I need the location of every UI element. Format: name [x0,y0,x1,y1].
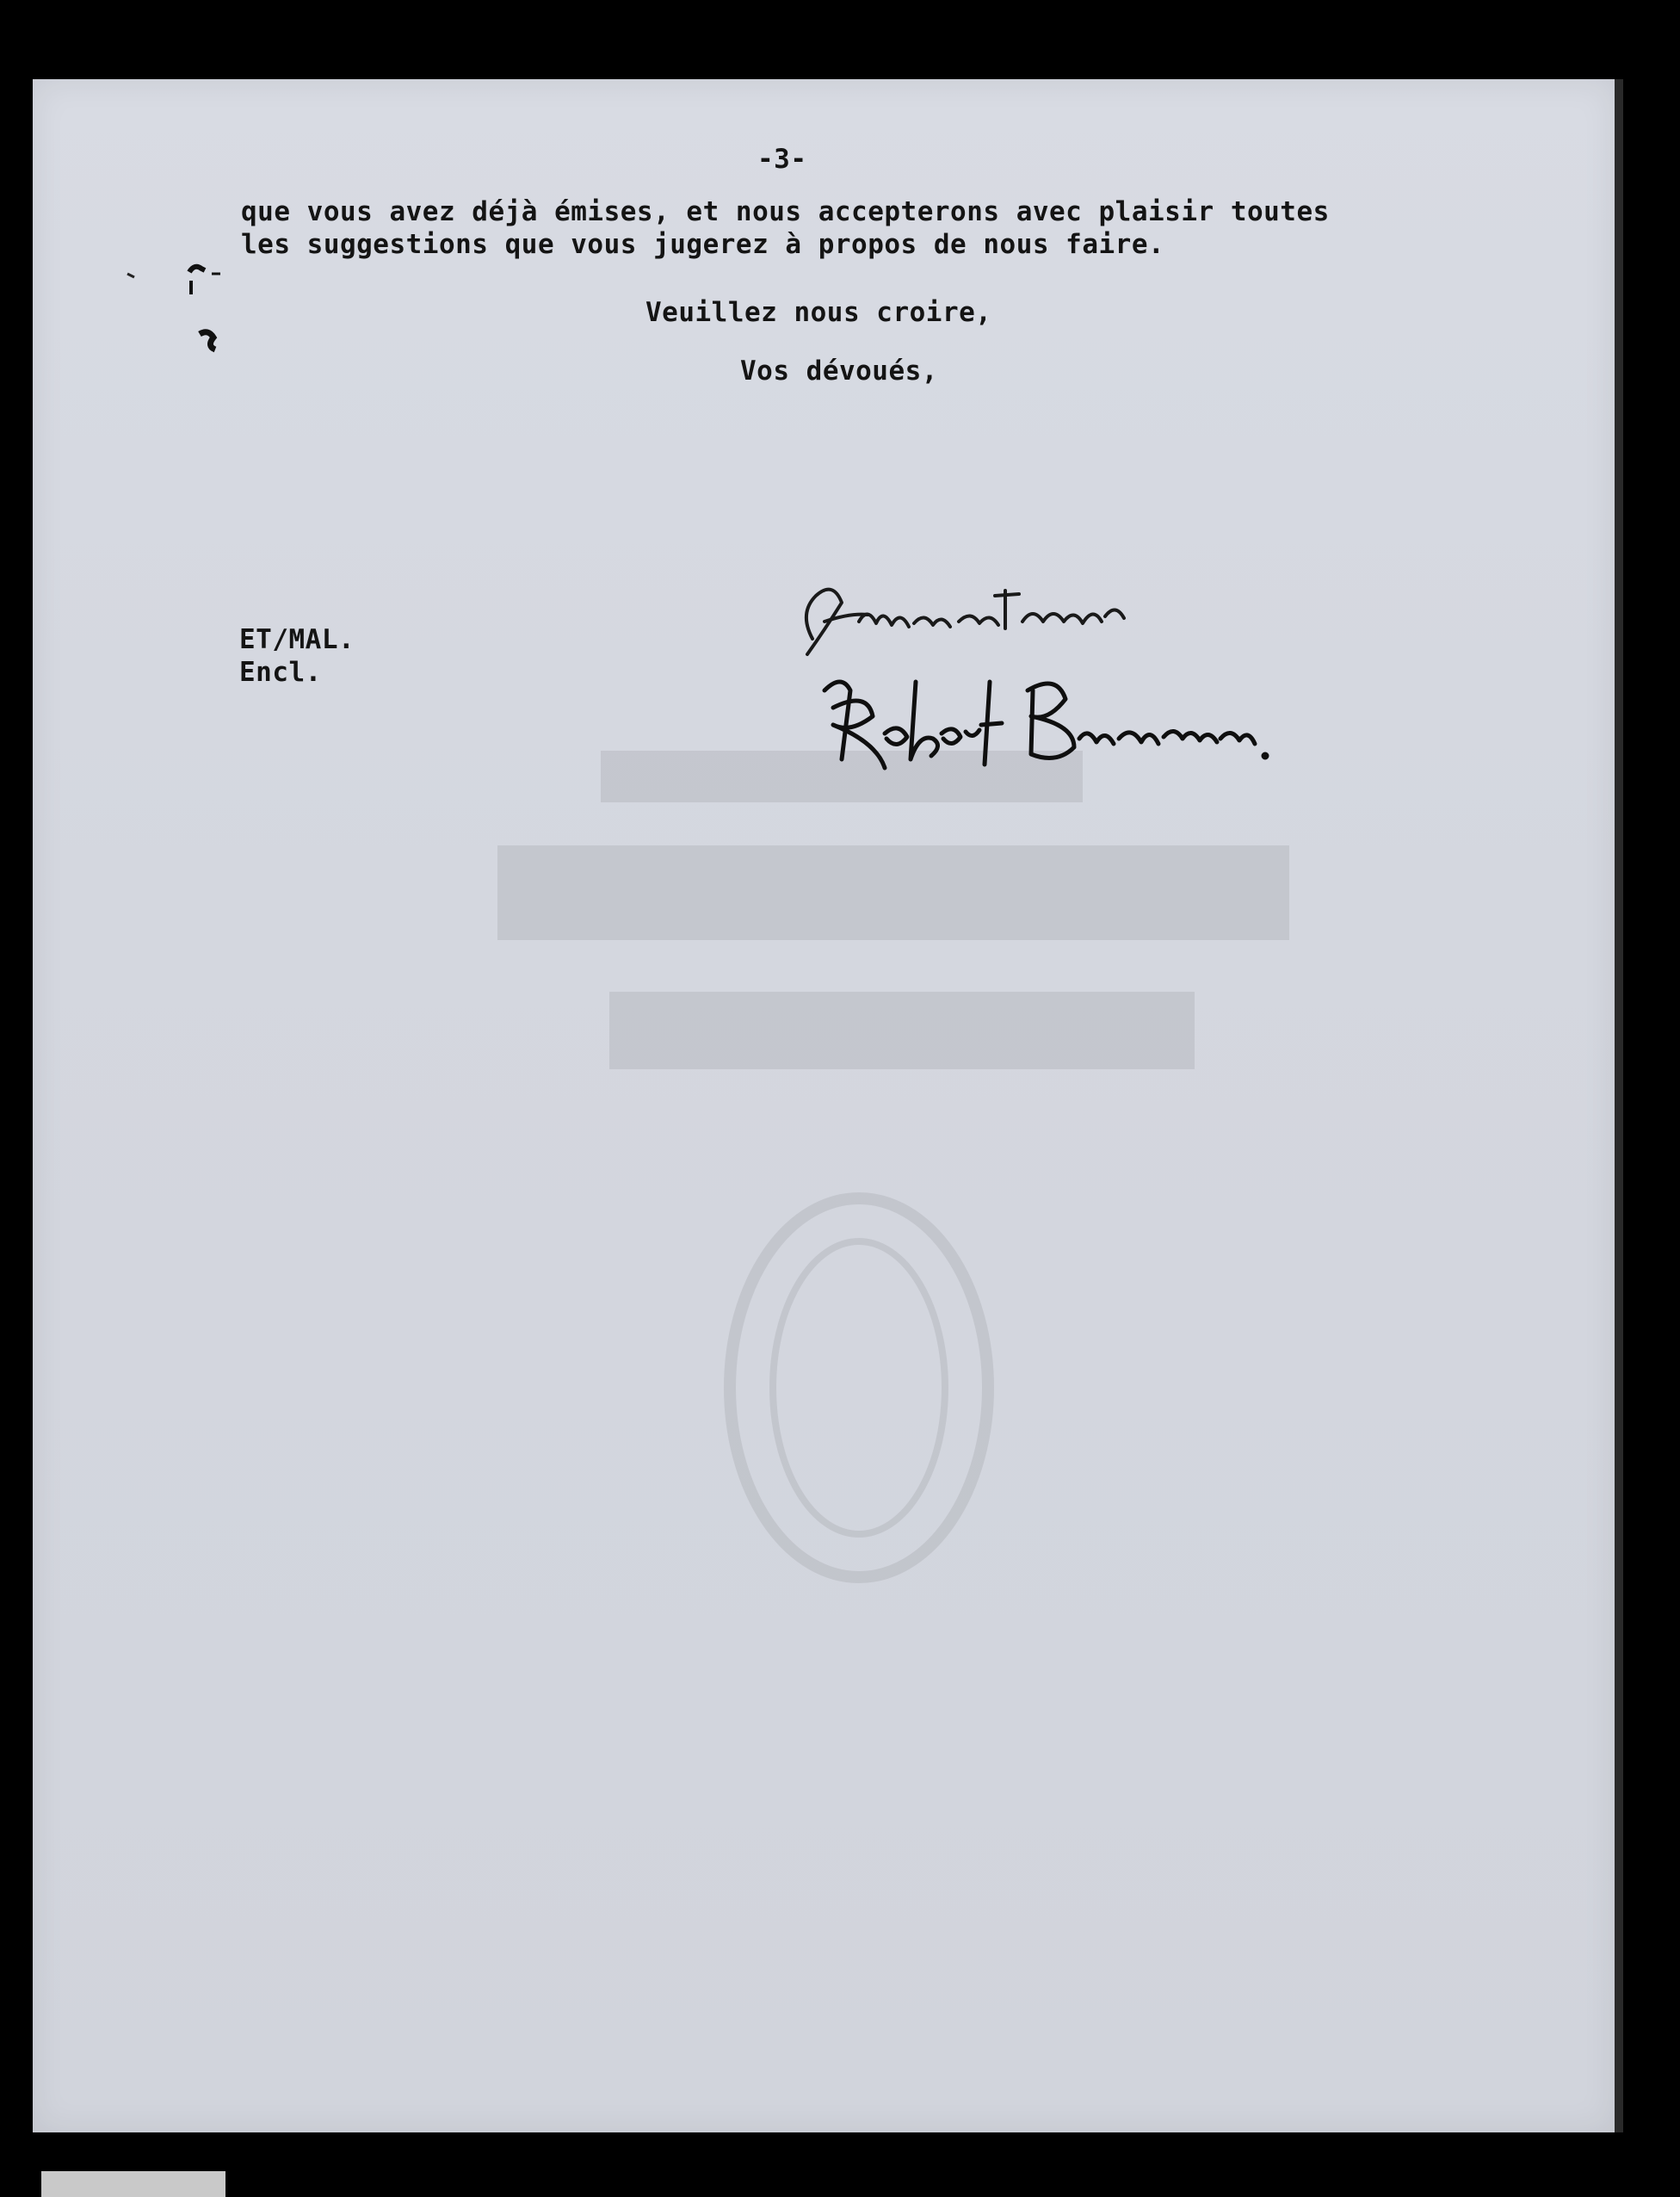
page-number: -3- [757,144,807,175]
bleed-through-letterhead [497,733,1289,1680]
body-text-line: que vous avez déjà émises, et nous accepterons avec plaisir toutes [241,196,1330,227]
handwritten-signatures [790,561,1358,820]
body-text-line: les suggestions que vous jugerez à propos de nous faire. [241,229,1165,260]
closing-formula: Veuillez nous croire, [645,297,992,328]
margin-marks [119,251,239,363]
scan-label-strip [41,2171,225,2197]
signature-robert-bourassa [825,682,1267,768]
signature-marcel-teller [806,590,1124,654]
reference-initials: ET/MAL. [239,624,355,655]
enclosure-note: Encl. [239,657,322,688]
paper-edge [1615,79,1623,2132]
valediction: Vos dévoués, [740,356,938,387]
